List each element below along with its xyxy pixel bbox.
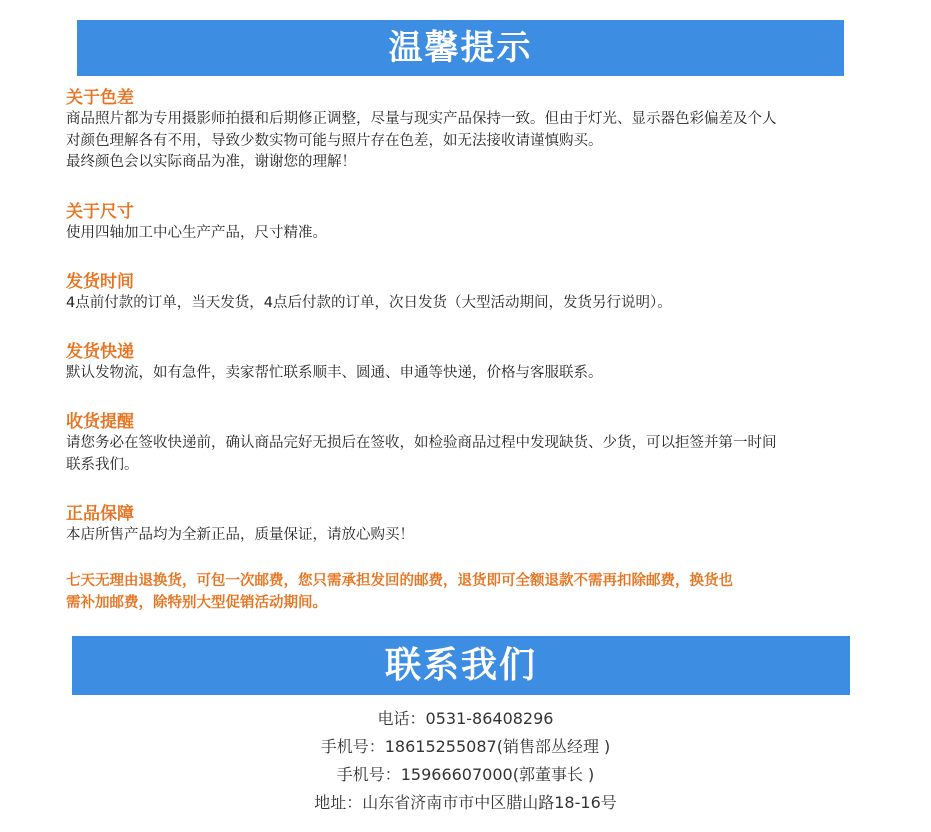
section-body: 使用四轴加工中心生产产品，尺寸精准。	[66, 225, 327, 241]
section-body: 本店所售产品均为全新正品，质量保证，请放心购买！	[66, 527, 414, 543]
address-line: 地址：山东省济南市市中区腊山路18-16号	[314, 793, 617, 812]
section-body: 请您务必在签收快递前，确认商品完好无损后在签收，如检验商品过程中发现缺货、少货，可以拒签并第一时间 联系我们。	[66, 435, 777, 473]
section-body: 默认发物流，如有急件，卖家帮忙联系顺丰、圆通、申通等快递，价格与客服联系。	[66, 365, 603, 381]
section-color-difference	[66, 88, 866, 174]
section-shipping-time	[66, 272, 866, 315]
phone-line: 电话：0531-86408296	[377, 709, 554, 728]
section-title: 正品保障	[66, 504, 134, 524]
section-title: 关于尺寸	[66, 202, 134, 222]
section-courier	[66, 342, 866, 385]
section-receipt-reminder	[66, 412, 866, 476]
mobile-line-sales: 手机号：18615255087(销售部丛经理 )	[320, 737, 611, 756]
section-authenticity	[66, 504, 866, 547]
section-title: 发货时间	[66, 272, 134, 292]
section-title: 关于色差	[66, 88, 134, 108]
tips-banner: 温馨提示	[77, 20, 844, 76]
contact-info	[0, 705, 931, 817]
return-policy-notice: 七天无理由退换货，可包一次邮费，您只需承担发回的邮费，退货即可全额退款不需再扣除邮费，换货也 需补加邮费，除特别大型促销活动期间。	[66, 573, 733, 611]
section-title: 收货提醒	[66, 412, 134, 432]
section-body: 商品照片都为专用摄影师拍摄和后期修正调整，尽量与现实产品保持一致。但由于灯光、显示器色彩偏差及个人 对颜色理解各有不用，导致少数实物可能与照片存在色差，如无法接收请谨慎购买。 最终颜色会以实际商品为准，谢谢您的理解！	[66, 111, 777, 170]
section-body: 4点前付款的订单，当天发货，4点后付款的订单，次日发货（大型活动期间，发货另行说明）。	[66, 295, 672, 311]
mobile-line-chairman: 手机号：15966607000(郭董事长 )	[336, 765, 595, 784]
contact-banner: 联系我们	[72, 636, 850, 695]
section-title: 发货快递	[66, 342, 134, 362]
section-size	[66, 202, 866, 245]
